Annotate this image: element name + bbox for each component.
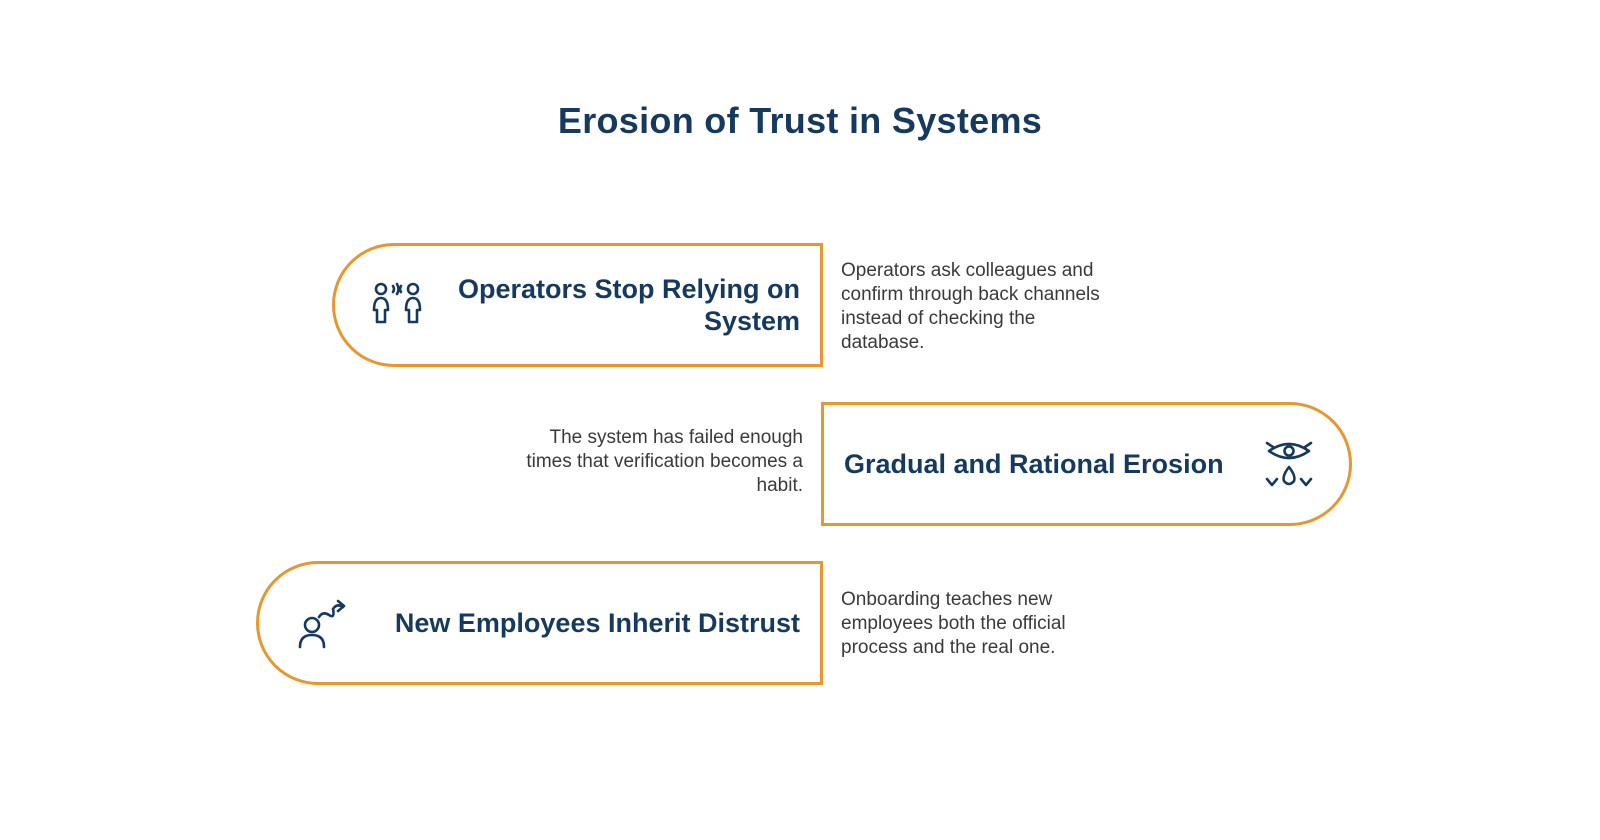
- step-3-box: [256, 561, 823, 685]
- diagram-title: Erosion of Trust in Systems: [557, 100, 1043, 141]
- step-2-title: Gradual and Rational Erosion: [844, 449, 1224, 479]
- person-inherit-icon: [297, 597, 351, 649]
- people-talking-icon: [369, 280, 425, 330]
- eye-erosion-icon: [1263, 437, 1315, 491]
- step-2-box: [821, 402, 1352, 526]
- step-3-title: New Employees Inherit Distrust: [394, 608, 800, 638]
- step-1-title: Operators Stop Relying on System: [457, 274, 800, 336]
- step-1-description: Operators ask colleagues and confirm through back channels instead of checking the database.: [841, 260, 1100, 353]
- step-1-box: [332, 243, 823, 367]
- step-2-description: The system has failed enough times that verification becomes a habit.: [526, 427, 803, 496]
- step-3-description: Onboarding teaches new employees both the official process and the real one.: [841, 589, 1066, 658]
